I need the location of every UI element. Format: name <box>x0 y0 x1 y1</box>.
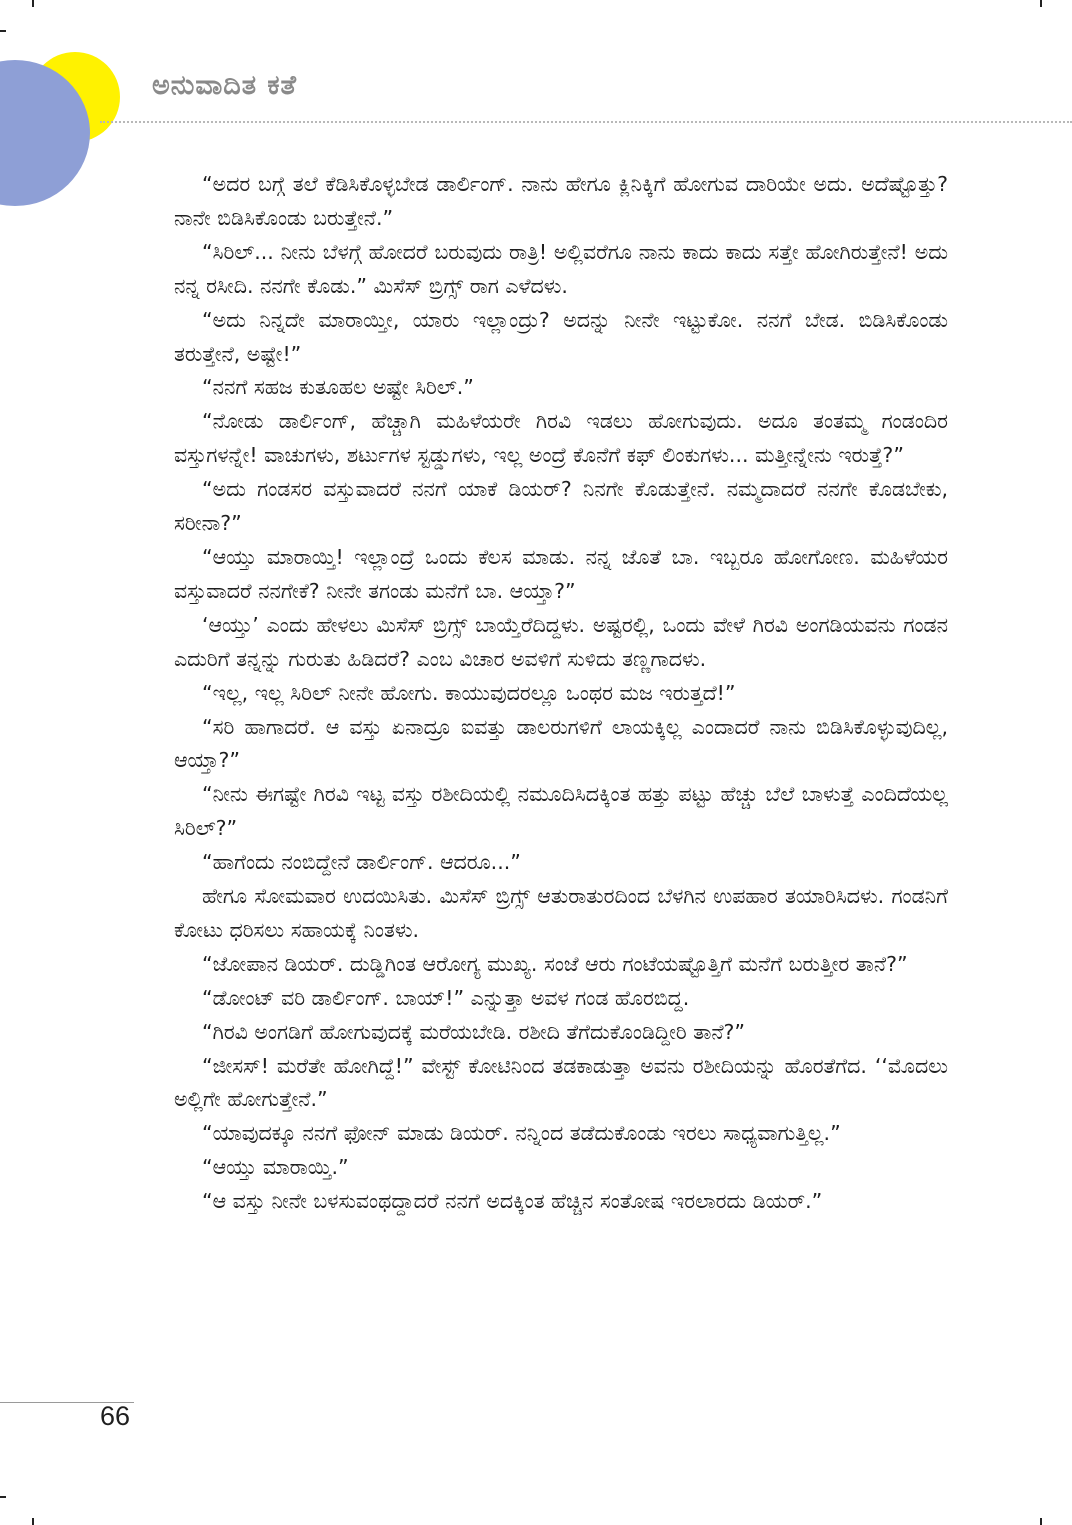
section-title: ಅನುವಾದಿತ ಕತೆ <box>152 70 297 101</box>
story-paragraph: “ನೀನು ಈಗಷ್ಟೇ ಗಿರವಿ ಇಟ್ಟ ವಸ್ತು ರಶೀದಿಯಲ್ಲಿ ನಮೂದಿಸಿದಕ್ಕಿಂತ ಹತ್ತು ಪಟ್ಟು ಹೆಚ್ಚು ಬೆಲೆ ಬಾಳುತ್ತೆ ಎಂದಿದೆಯಲ್ಲ ಸಿರಿಲ್?” <box>174 782 948 841</box>
story-paragraph: “ಯಾವುದಕ್ಕೂ ನನಗೆ ಫೋನ್ ಮಾಡು ಡಿಯರ್. ನನ್ನಿಂದ ತಡೆದುಕೊಂಡು ಇರಲು ಸಾಧ್ಯವಾಗುತ್ತಿಲ್ಲ.” <box>202 1121 841 1146</box>
crop-mark-bottom-right <box>1040 1518 1042 1525</box>
story-paragraph: “ನನಗೆ ಸಹಜ ಕುತೂಹಲ ಅಷ್ಟೇ ಸಿರಿಲ್.” <box>202 375 474 400</box>
story-paragraph: ಹೇಗೂ ಸೋಮವಾರ ಉದಯಿಸಿತು. ಮಿಸೆಸ್ ಬ್ರಿಗ್ಸ್ ಆತುರಾತುರದಿಂದ ಬೆಳಗಿನ ಉಪಹಾರ ತಯಾರಿಸಿದಳು. ಗಂಡನಿಗೆ ಕೋಟು ಧರಿಸಲು ಸಹಾಯಕ್ಕೆ ನಿಂತಳು. <box>174 884 948 942</box>
header-dotted-divider <box>100 121 1072 123</box>
story-paragraph: “ಅದು ಗಂಡಸರ ವಸ್ತುವಾದರೆ ನನಗೆ ಯಾಕೆ ಡಿಯರ್? ನಿನಗೇ ಕೊಡುತ್ತೇನೆ. ನಮ್ಮದಾದರೆ ನನಗೇ ಕೊಡಬೇಕು, ಸರೀನಾ?” <box>174 477 948 536</box>
crop-mark-left-lower <box>0 1496 6 1498</box>
story-paragraph: “ಆಯ್ತು ಮಾರಾಯ್ತಿ! ಇಲ್ಲಾಂದ್ರೆ ಒಂದು ಕೆಲಸ ಮಾಡು. ನನ್ನ ಜೊತೆ ಬಾ. ಇಬ್ಬರೂ ಹೋಗೋಣ. ಮಹಿಳೆಯರ ವಸ್ತುವಾದರೆ ನನಗೇಕೆ? ನೀನೇ ತಗಂಡು ಮನೆಗೆ ಬಾ. ಆಯ್ತಾ?” <box>174 544 948 603</box>
story-paragraph: “ಅದು ನಿನ್ನದೇ ಮಾರಾಯ್ತೀ, ಯಾರು ಇಲ್ಲಾಂದ್ರು? ಅದನ್ನು ನೀನೇ ಇಟ್ಟುಕೋ. ನನಗೆ ಬೇಡ. ಬಿಡಿಸಿಕೊಂಡು ತರುತ್ತೇನೆ, ಅಷ್ಟೇ!” <box>174 307 948 366</box>
story-paragraph: “ಗಿರವಿ ಅಂಗಡಿಗೆ ಹೋಗುವುದಕ್ಕೆ ಮರೆಯಬೇಡಿ. ರಶೀದಿ ತೆಗೆದುಕೊಂಡಿದ್ದೀರಿ ತಾನೆ?” <box>202 1019 746 1044</box>
crop-mark-left-upper <box>0 30 6 32</box>
story-paragraph: “ಇಲ್ಲ, ಇಲ್ಲ ಸಿರಿಲ್ ನೀನೇ ಹೋಗು. ಕಾಯುವುದರಲ್ಲೂ ಒಂಥರ ಮಜ ಇರುತ್ತದೆ!” <box>202 680 736 705</box>
story-paragraph: “ಹಾಗೆಂದು ನಂಬಿದ್ದೇನೆ ಡಾರ್ಲಿಂಗ್. ಆದರೂ...” <box>202 850 521 875</box>
story-paragraph: “ಅದರ ಬಗ್ಗೆ ತಲೆ ಕೆಡಿಸಿಕೊಳ್ಳಬೇಡ ಡಾರ್ಲಿಂಗ್. ನಾನು ಹೇಗೂ ಕ್ಲಿನಿಕ್ಕಿಗೆ ಹೋಗುವ ದಾರಿಯೇ ಅದು. ಅದೆಷ್ಟೊತ್ತು? ನಾನೇ ಬಿಡಿಸಿಕೊಂಡು ಬರುತ್ತೇನೆ.” <box>174 172 948 230</box>
story-paragraph: “ಡೋಂಟ್ ವರಿ ಡಾರ್ಲಿಂಗ್. ಬಾಯ್!” ಎನ್ನುತ್ತಾ ಅವಳ ಗಂಡ ಹೊರಬಿದ್ದ. <box>202 985 690 1010</box>
crop-mark-top-right <box>1040 0 1042 7</box>
story-paragraph: “ಆಯ್ತು ಮಾರಾಯ್ತಿ.” <box>202 1155 349 1180</box>
story-paragraph: “ನೋಡು ಡಾರ್ಲಿಂಗ್, ಹೆಚ್ಚಾಗಿ ಮಹಿಳೆಯರೇ ಗಿರವಿ ಇಡಲು ಹೋಗುವುದು. ಅದೂ ತಂತಮ್ಮ ಗಂಡಂದಿರ ವಸ್ತುಗಳನ್ನೇ! ವಾಚುಗಳು, ಶರ್ಟುಗಳ ಸ್ಟಡ್ಡುಗಳು, ಇಲ್ಲ ಅಂದ್ರೆ ಕೊನೆಗೆ ಕಫ್ ಲಿಂಕುಗಳು... ಮತ್ತೀನ್ನೇನು ಇರುತ್ತೆ?” <box>174 409 948 468</box>
crop-mark-top-left <box>32 0 34 7</box>
story-paragraph: “ಸಿರಿಲ್... ನೀನು ಬೆಳಗ್ಗೆ ಹೋದರೆ ಬರುವುದು ರಾತ್ರಿ! ಅಲ್ಲಿವರೆಗೂ ನಾನು ಕಾದು ಕಾದು ಸತ್ತೇ ಹೋಗಿರುತ್ತೇನೆ! ಅದು ನನ್ನ ರಸೀದಿ. ನನಗೇ ಕೊಡು.” ಮಿಸೆಸ್ ಬ್ರಿಗ್ಸ್ ರಾಗ ಎಳೆದಳು. <box>174 239 948 298</box>
story-paragraph: “ಆ ವಸ್ತು ನೀನೇ ಬಳಸುವಂಥದ್ದಾದರೆ ನನಗೆ ಅದಕ್ಕಿಂತ ಹೆಚ್ಚಿನ ಸಂತೋಷ ಇರಲಾರದು ಡಿಯರ್.” <box>202 1189 823 1214</box>
story-paragraph: “ಜೋಪಾನ ಡಿಯರ್. ದುಡ್ಡಿಗಿಂತ ಆರೋಗ್ಯ ಮುಖ್ಯ. ಸಂಜೆ ಆರು ಗಂಟೆಯಷ್ಟೊತ್ತಿಗೆ ಮನೆಗೆ ಬರುತ್ತೀರ ತಾನೆ?” <box>202 951 908 976</box>
page-number: 66 <box>100 1401 131 1431</box>
story-paragraph: “ಸರಿ ಹಾಗಾದರೆ. ಆ ವಸ್ತು ಏನಾದ್ರೂ ಐವತ್ತು ಡಾಲರುಗಳಿಗೆ ಲಾಯಕ್ಕಿಲ್ಲ ಎಂದಾದರೆ ನಾನು ಬಿಡಿಸಿಕೊಳ್ಳುವುದಿಲ್ಲ, ಆಯ್ತಾ?” <box>174 714 948 773</box>
story-paragraph: ‘ಆಯ್ತು’ ಎಂದು ಹೇಳಲು ಮಿಸೆಸ್ ಬ್ರಿಗ್ಸ್ ಬಾಯ್ತೆರೆದಿದ್ದಳು. ಅಷ್ಟರಲ್ಲಿ, ಒಂದು ವೇಳೆ ಗಿರವಿ ಅಂಗಡಿಯವನು ಗಂಡನ ಎದುರಿಗೆ ತನ್ನನ್ನು ಗುರುತು ಹಿಡಿದರೆ? ಎಂಬ ವಿಚಾರ ಅವಳಿಗೆ ಸುಳಿದು ತಣ್ಣಗಾದಳು. <box>174 612 948 671</box>
crop-mark-bottom-left <box>32 1518 34 1525</box>
story-body <box>174 168 948 1219</box>
story-paragraph: “ಜೀಸಸ್! ಮರೆತೇ ಹೋಗಿದ್ದೆ!” ವೇಸ್ಟ್ ಕೋಟಿನಿಂದ ತಡಕಾಡುತ್ತಾ ಅವನು ರಶೀದಿಯನ್ನು ಹೊರತೆಗೆದ. ‘‘ಮೊದಲು ಅಲ್ಲಿಗೇ ಹೋಗುತ್ತೇನೆ.” <box>174 1053 948 1112</box>
